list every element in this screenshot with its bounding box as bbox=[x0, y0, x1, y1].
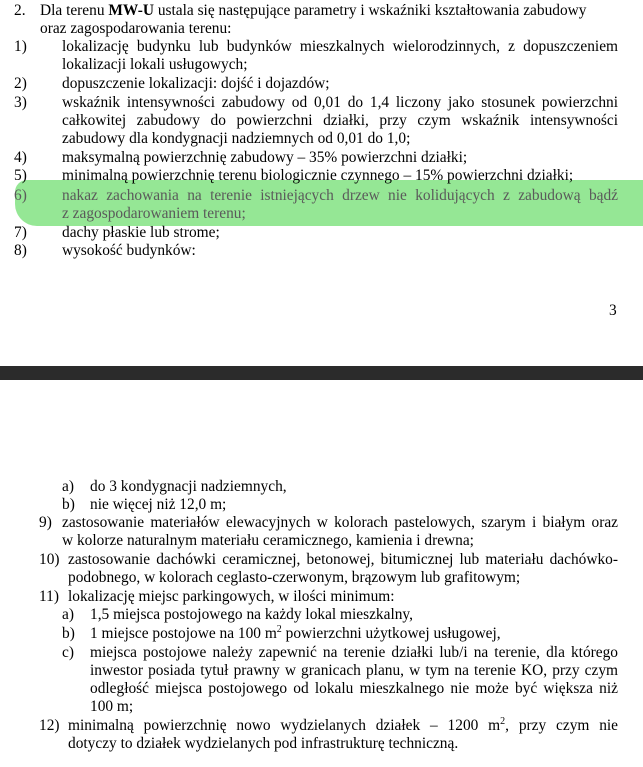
section-intro-line2: oraz zagospodarowania terenu: bbox=[40, 20, 232, 37]
item-number: 2) bbox=[14, 75, 27, 92]
item-11-subitem-c-line-3: odległość miejsca postojowego od lokalu mieszkalnego nie może być większa niż bbox=[90, 680, 618, 697]
item-number: 3) bbox=[14, 94, 27, 111]
item-10-line-2: podobnego, w kolorach ceglasto-czerwonym, brązowym lub grafitowym; bbox=[68, 569, 521, 586]
item-11-subitem-a: 1,5 miejsca postojowego na każdy lokal mieszkalny, bbox=[90, 606, 413, 623]
item-3-line-1: wskaźnik intensywności zabudowy od 0,01 do 1,4 liczony jako stosunek powierzchni bbox=[62, 94, 618, 111]
item-number: 12) bbox=[39, 717, 60, 734]
page-separator bbox=[0, 366, 643, 380]
item-number: 6) bbox=[14, 187, 27, 204]
item-9-line-1: zastosowanie materiałów elewacyjnych w kolorach pastelowych, szarym i białym oraz bbox=[62, 514, 618, 531]
page-number: 3 bbox=[609, 302, 617, 319]
item-4-line-1: maksymalną powierzchnię zabudowy – 35% powierzchni działki; bbox=[62, 149, 468, 166]
item-3-line-3: zabudowy dla kondygnacji nadziemnych od 0,01 do 1,0; bbox=[62, 130, 411, 147]
subitem-number: b) bbox=[62, 496, 75, 513]
zone-code: MW-U bbox=[108, 2, 154, 19]
item-number: 1) bbox=[14, 38, 27, 55]
subitem-number: b) bbox=[62, 625, 75, 642]
item-11-subitem-b: 1 miejsce postojowe na 100 $m^2$ powierzchni użytkowej usługowej, bbox=[90, 624, 501, 642]
subitem-a: do 3 kondygnacji nadziemnych, bbox=[90, 478, 287, 495]
item-1-line-2: lokalizacji lokali usługowych; bbox=[62, 56, 248, 73]
item-5-line-1: minimalną powierzchnię terenu biologicznie czynnego – 15% powierzchni działki; bbox=[62, 167, 574, 184]
item-number: 10) bbox=[39, 551, 60, 568]
item-number: 7) bbox=[14, 224, 27, 241]
subitem-number: c) bbox=[62, 644, 74, 661]
item-11-subitem-c-line-4: 100 m; bbox=[90, 698, 134, 715]
item-8-line-1: wysokość budynków: bbox=[62, 242, 196, 259]
item-number: 4) bbox=[14, 149, 27, 166]
item-number: 8) bbox=[14, 242, 27, 259]
item-number: 9) bbox=[39, 514, 52, 531]
item-number: 5) bbox=[14, 167, 27, 184]
item-2-line-1: dopuszczenie lokalizacji: dojść i dojazdów; bbox=[62, 75, 330, 92]
item-12-line-1: minimalną powierzchnię nowo wydzielanych działek – 1200 $m^2$, przy czym nie bbox=[68, 716, 618, 734]
item-1-line-1: lokalizację budynku lub budynków mieszkalnych wielorodzinnych, z dopuszczeniem bbox=[62, 38, 618, 55]
subitem-b: nie więcej niż 12,0 m; bbox=[90, 496, 227, 513]
item-9-line-2: w kolorze naturalnym materiału ceramicznego, kamienia i drewna; bbox=[62, 532, 474, 549]
section-intro: Dla terenu MW-U ustala się następujące parametry i wskaźniki kształtowania zabudowy bbox=[40, 2, 587, 19]
section-number: 2. bbox=[14, 2, 26, 19]
item-number: 11) bbox=[39, 588, 59, 605]
subitem-number: a) bbox=[62, 606, 74, 623]
item-11-subitem-c-line-1: miejsca postojowe należy zapewnić na terenie działki lub/i na terenie, dla którego bbox=[90, 644, 618, 661]
item-7-line-1: dachy płaskie lub strome; bbox=[62, 224, 220, 241]
item-6-line-2: z zagospodarowaniem terenu; bbox=[62, 205, 246, 222]
item-12-line-2: dotyczy to działek wydzielanych pod infrastrukturę techniczną. bbox=[68, 735, 459, 752]
item-10-line-1: zastosowanie dachówki ceramicznej, betonowej, bitumicznej lub materiału dachówko- bbox=[68, 551, 618, 568]
subitem-number: a) bbox=[62, 478, 74, 495]
item-6-line-1: nakaz zachowania na terenie istniejących drzew nie kolidujących z zabudową bądź bbox=[62, 187, 618, 204]
item-11-line-1: lokalizację miejsc parkingowych, w ilości minimum: bbox=[68, 588, 395, 605]
item-3-line-2: całkowitej zabudowy do powierzchni działki, przy czym wskaźnik intensywności bbox=[62, 112, 618, 129]
item-11-subitem-c-line-2: inwestor posiada tytuł prawny w granicach planu, w tym na terenie KO, przy czym bbox=[90, 662, 618, 679]
